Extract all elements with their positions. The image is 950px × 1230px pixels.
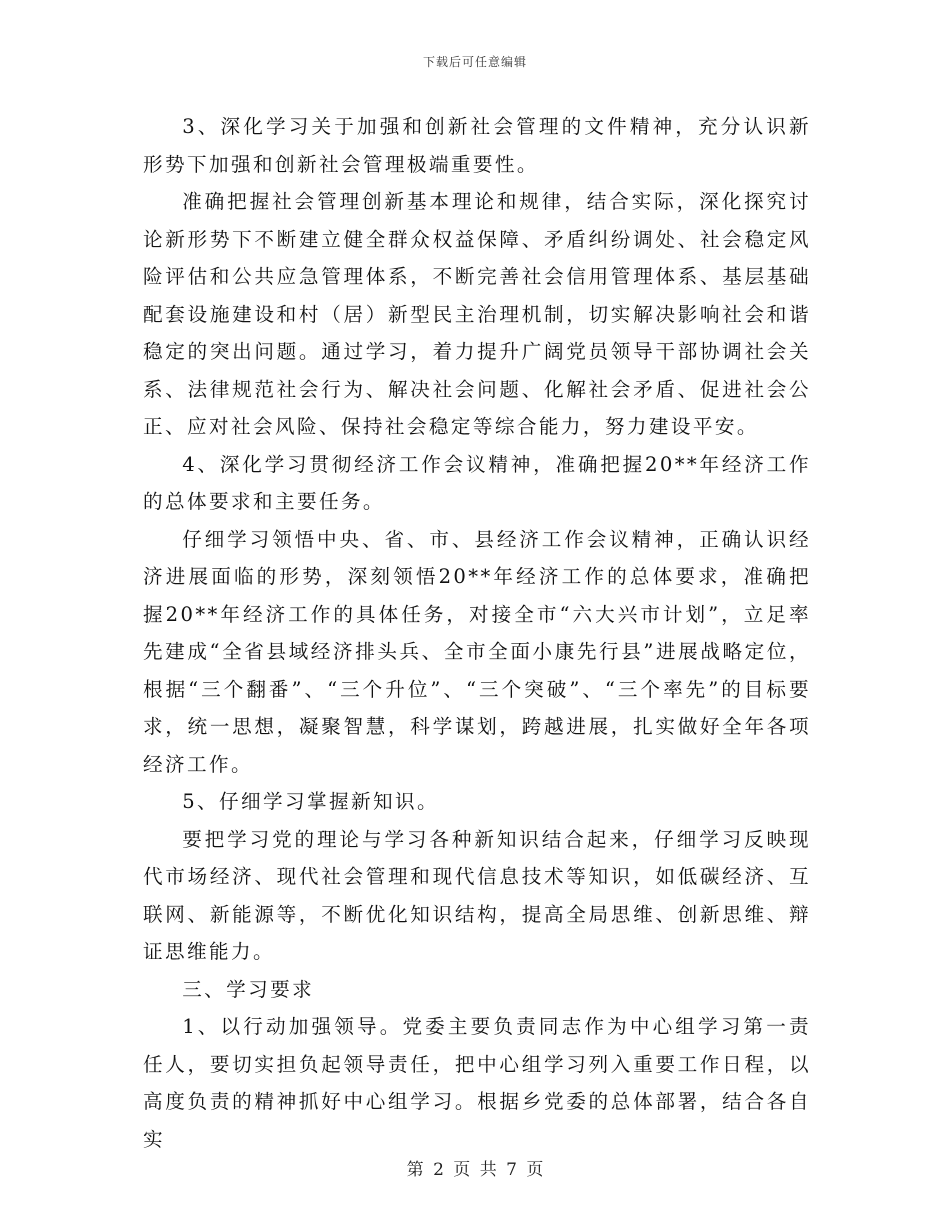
paragraph: 5、仔细学习掌握新知识。 [182,790,439,813]
section-heading: 三、学习要求 [182,977,315,1001]
paragraph: 4、深化学习贯彻经济工作会议精神，准确把握20**年经济工作的总体要求和主要任务。 [143,452,811,513]
document-body [143,108,811,1158]
paragraph: 仔细学习领悟中央、省、市、县经济工作会议精神，正确认识经济进展面临的形势，深刻领悟20**年经济工作的总体要求，准确把握20**年经济工作的具体任务，对接全市“六大兴市计划”，立足率先建成“全省县域经济排头兵、全市全面小康先行县”进展战略定位，根据“三个翻番”、“三个升位”、“三个突破”、“三个率先”的目标要求，统一思想，凝聚智慧，科学谋划，跨越进展，扎实做好全年各项经济工作。 [143,527,811,776]
paragraph: 准确把握社会管理创新基本理论和规律，结合实际，深化探究讨论新形势下不断建立健全群众权益保障、矛盾纠纷调处、社会稳定风险评估和公共应急管理体系，不断完善社会信用管理体系、基层基础配套设施建设和村（居）新型民主治理机制，切实解决影响社会和谐稳定的突出问题。通过学习，着力提升广阔党员领导干部协调社会关系、法律规范社会行为、解决社会问题、化解社会矛盾、促进社会公正、应对社会风险、保持社会稳定等综合能力，努力建设平安。 [143,190,811,438]
paragraph: 要把学习党的理论与学习各种新知识结合起来，仔细学习反映现代市场经济、现代社会管理和现代信息技术等知识，如低碳经济、互联网、新能源等，不断优化知识结构，提高全局思维、创新思维、辩证思维能力。 [143,827,811,963]
paragraph: 1、以行动加强领导。党委主要负责同志作为中心组学习第一责任人，要切实担负起领导责任，把中心组学习列入重要工作日程，以高度负责的精神抓好中心组学习。根据乡党委的总体部署，结合各自实 [143,1015,811,1151]
page-number: 第 2 页 共 7 页 [406,1160,544,1180]
page-header-note: 下载后可任意编辑 [422,55,527,69]
paragraph: 3、深化学习关于加强和创新社会管理的文件精神，充分认识新形势下加强和创新社会管理极端重要性。 [143,115,811,176]
